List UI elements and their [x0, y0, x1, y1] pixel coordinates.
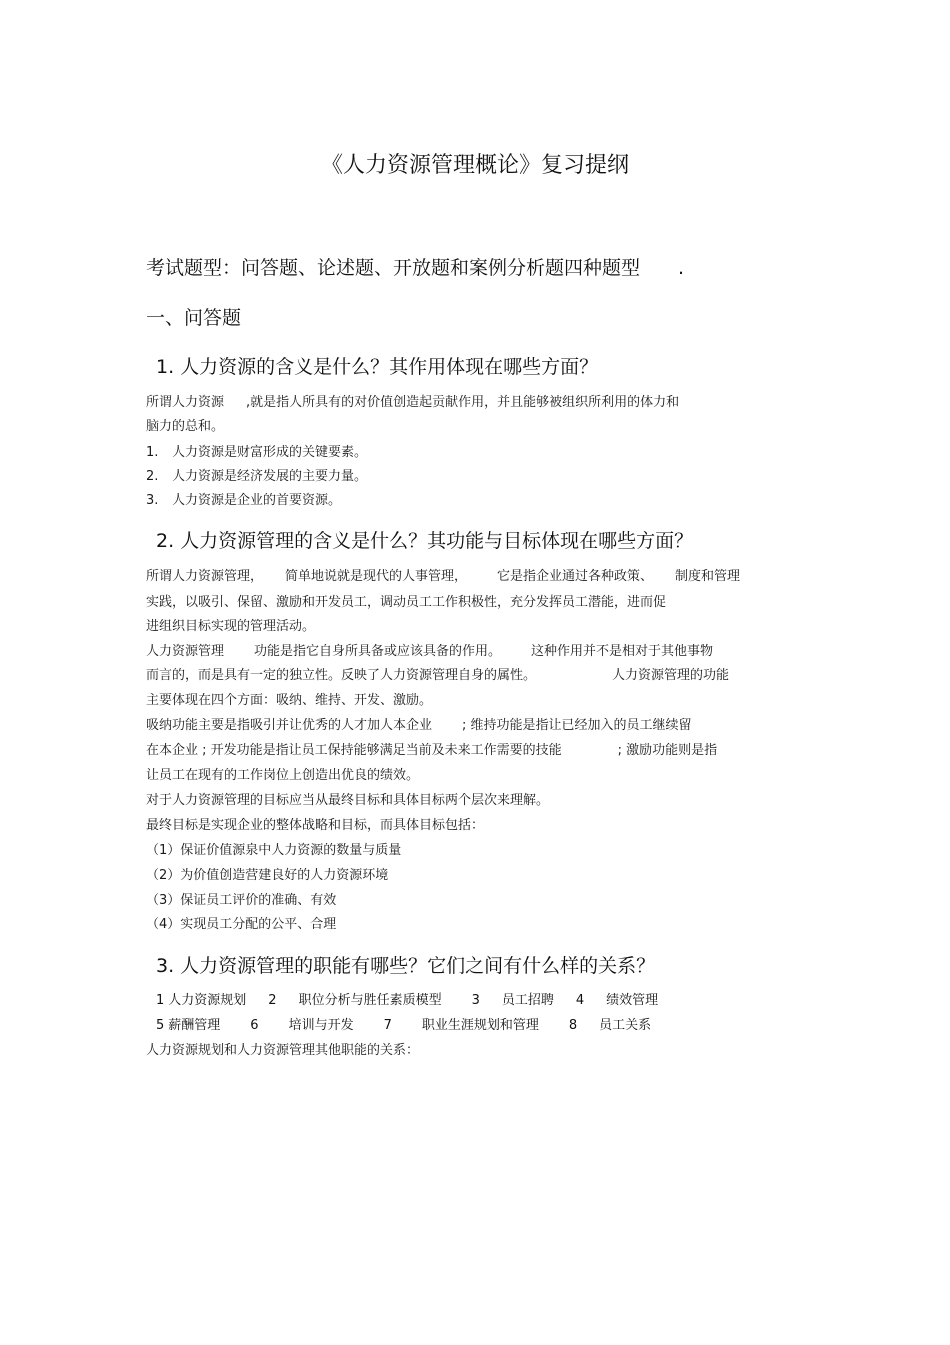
text-span: 它是指企业通过各种政策、 [497, 569, 654, 584]
function-label: 职位分析与胜任素质模型 [298, 993, 442, 1008]
function-label: 员工关系 [599, 1018, 652, 1033]
q2-paragraph-line: 最终目标是实现企业的整体战略和目标，而具体目标包括： [146, 818, 485, 833]
text-span: ; 维持功能是指让已经加入的员工继续留 [462, 718, 692, 733]
q2-paragraph-line: 进组织目标实现的管理活动。 [146, 619, 316, 634]
list-number: 3. [146, 493, 159, 508]
q1-definition-line-2: 脑力的总和。 [146, 419, 225, 434]
list-text: 人力资源是企业的首要资源。 [172, 493, 342, 508]
text-span: 人力资源管理的功能 [612, 668, 730, 683]
list-text: 人力资源是经济发展的主要力量。 [172, 469, 368, 484]
q2-paragraph-line: 对于人力资源管理的目标应当从最终目标和具体目标两个层次来理解。 [146, 793, 550, 808]
question-1-heading: 1. 人力资源的含义是什么？其作用体现在哪些方面？ [156, 356, 599, 378]
q1-def-part-b: ,就是指人所具有的对价值创造起贡献作用，并且能够被组织所利用的体力和 [246, 395, 680, 410]
q2-goal-item: （2）为价值创造营建良好的人力资源环境 [146, 868, 389, 883]
q3-functions-row-2 [156, 1016, 651, 1036]
text-span: ; 激励功能则是指 [617, 743, 718, 758]
q2-paragraph-line: 让员工在现有的工作岗位上创造出优良的绩效。 [146, 768, 420, 783]
q2-paragraph-line [146, 567, 740, 587]
function-label: 培训与开发 [288, 1018, 354, 1033]
function-label: 人力资源规划 [168, 993, 247, 1008]
q1-list-item [146, 491, 341, 511]
text-span: 这种作用并不是相对于其他事物 [531, 644, 714, 659]
text-span: 人力资源管理 [146, 644, 225, 659]
text-span: 而言的，而是具有一定的独立性。反映了人力资源管理自身的属性。 [146, 668, 537, 683]
q2-goal-item: （1）保证价值源泉中人力资源的数量与质量 [146, 843, 402, 858]
q2-paragraph-line: 实践，以吸引、保留、激励和开发员工，调动员工工作积极性，充分发挥员工潜能，进而促 [146, 595, 667, 610]
text-span: 所谓人力资源管理， [146, 569, 264, 584]
function-label: 绩效管理 [606, 993, 659, 1008]
function-number: 4 [575, 993, 585, 1008]
document-title: 《人力资源管理概论》复习提纲 [320, 153, 629, 178]
q2-paragraph-line [146, 716, 692, 736]
q2-paragraph-line [146, 642, 713, 662]
q2-paragraph-line [146, 666, 729, 686]
function-label: 薪酬管理 [168, 1018, 221, 1033]
list-number: 1. [146, 445, 159, 460]
text-span: 功能是指它自身所具备或应该具备的作用。 [254, 644, 502, 659]
function-label: 员工招聘 [501, 993, 554, 1008]
text-span: 制度和管理 [675, 569, 741, 584]
text-span: 在本企业 ; 开发功能是指让员工保持能够满足当前及未来工作需要的技能 [146, 743, 562, 758]
question-3-heading: 3. 人力资源管理的职能有哪些？它们之间有什么样的关系？ [156, 955, 656, 977]
text-span: 简单地说就是现代的人事管理， [285, 569, 468, 584]
q2-paragraph-line: 主要体现在四个方面：吸纳、维持、开发、激励。 [146, 693, 433, 708]
function-number: 2 [268, 993, 277, 1008]
function-number: 5 [156, 1018, 165, 1033]
function-number: 3 [471, 993, 480, 1008]
exam-types-text: 考试题型：问答题、论述题、开放题和案例分析题四种题型 [146, 257, 641, 279]
function-number: 6 [250, 1018, 259, 1033]
q2-paragraph-line [146, 741, 717, 761]
exam-types-line [146, 254, 684, 282]
function-number: 1 [156, 993, 165, 1008]
list-text: 人力资源是财富形成的关键要素。 [172, 445, 368, 460]
function-number: 8 [568, 1018, 578, 1033]
q2-goal-item: （3）保证员工评价的准确、有效 [146, 893, 337, 908]
q3-functions-row-1 [156, 991, 658, 1011]
question-2-heading: 2. 人力资源管理的含义是什么？其功能与目标体现在哪些方面？ [156, 530, 694, 552]
q1-list-item [146, 443, 367, 463]
function-number: 7 [383, 1018, 392, 1033]
q1-definition-line-1 [146, 393, 679, 413]
q3-relation-line: 人力资源规划和人力资源管理其他职能的关系： [146, 1043, 420, 1058]
list-number: 2. [146, 469, 159, 484]
q1-def-part-a: 所谓人力资源 [146, 395, 225, 410]
q2-goal-item: （4）实现员工分配的公平、合理 [146, 917, 337, 932]
exam-types-period: . [678, 257, 685, 279]
q1-list-item [146, 467, 367, 487]
function-label: 职业生涯规划和管理 [421, 1018, 539, 1033]
section-heading-qa: 一、问答题 [146, 307, 242, 329]
text-span: 吸纳功能主要是指吸引并让优秀的人才加人本企业 [146, 718, 433, 733]
